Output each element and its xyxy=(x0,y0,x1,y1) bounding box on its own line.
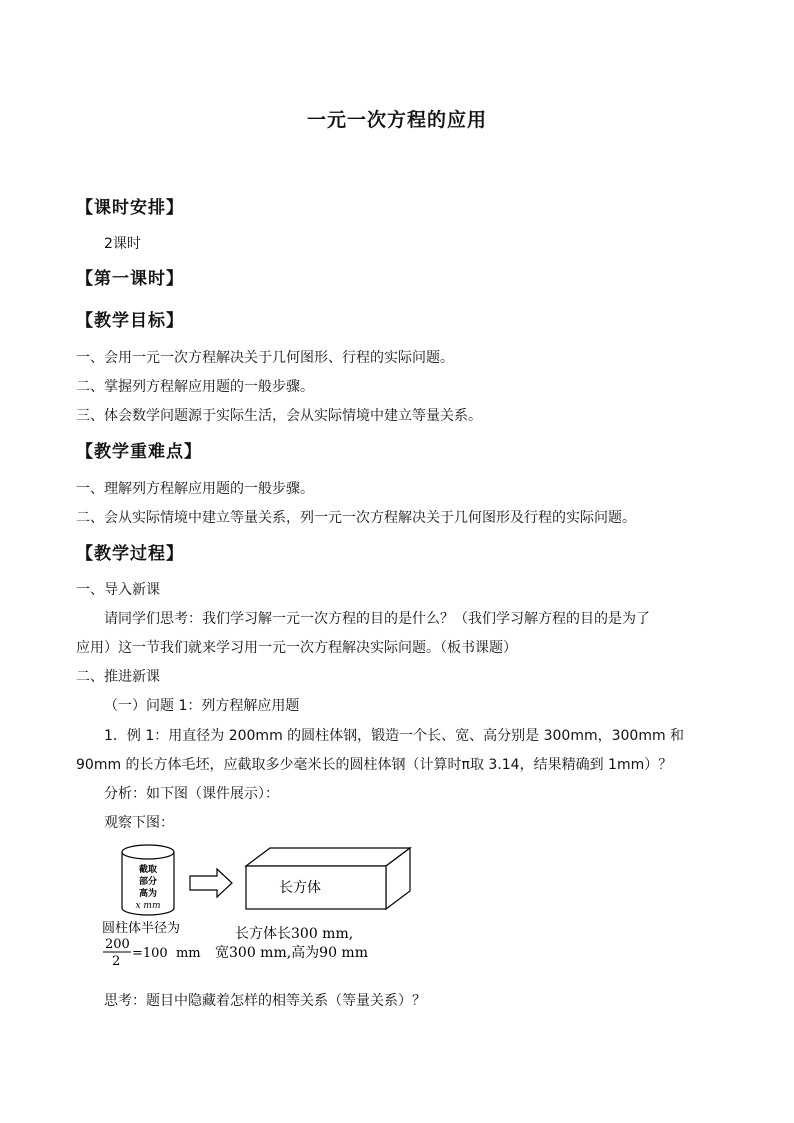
goal-item: 三、体会数学问题源于实际生活，会从实际情境中建立等量关系。 xyxy=(76,408,482,424)
think-question: 思考：题目中隐藏着怎样的相等关系（等量关系）？ xyxy=(104,993,426,1009)
intro-heading: 一、导入新课 xyxy=(76,582,160,598)
cylinder-label: 高为 xyxy=(138,889,158,899)
fraction-numerator: 200 xyxy=(105,937,130,952)
example-line: 90mm 的长方体毛坯，应截取多少毫米长的圆柱体钢（计算时π取 3.14，结果精确到 1mm）？ xyxy=(76,757,673,773)
goal-item: 二、掌握列方程解应用题的一般步骤。 xyxy=(76,379,314,395)
right-arrow-icon xyxy=(190,869,232,897)
box-caption-line: 宽300 mm,高为90 mm xyxy=(215,945,368,961)
cylinder-label: x mm xyxy=(135,901,161,911)
lesson1-heading: 【第一课时】 xyxy=(76,269,184,289)
cylinder-to-box-figure xyxy=(100,840,430,970)
fraction-result: =100 mm xyxy=(132,946,201,961)
box-caption-line: 长方体长300 mm, xyxy=(235,926,354,942)
keypoints-heading: 【教学重难点】 xyxy=(76,442,202,462)
problem-subheading: （一）问题 1：列方程解应用题 xyxy=(104,698,300,714)
goal-item: 一、会用一元一次方程解决关于几何图形、行程的实际问题。 xyxy=(76,350,454,366)
cylinder-label: 部分 xyxy=(138,877,158,887)
schedule-heading: 【课时安排】 xyxy=(76,198,184,218)
fraction-denominator: 2 xyxy=(112,954,121,969)
box-label: 长方体 xyxy=(279,880,321,896)
keypoint-item: 二、会从实际情境中建立等量关系，列一元一次方程解决关于几何图形及行程的实际问题。 xyxy=(76,510,636,526)
observe-text: 观察下图： xyxy=(104,815,174,831)
example-line: 1．例 1：用直径为 200mm 的圆柱体钢，锻造一个长、宽、高分别是 300mm，300mm 和 xyxy=(104,728,685,744)
document-title: 一元一次方程的应用 xyxy=(306,109,487,131)
new-lesson-heading: 二、推进新课 xyxy=(76,669,160,685)
keypoint-item: 一、理解列方程解应用题的一般步骤。 xyxy=(76,481,314,497)
schedule-text: 2课时 xyxy=(104,236,141,252)
analysis-text: 分析：如下图（课件展示）： xyxy=(104,786,279,802)
process-heading: 【教学过程】 xyxy=(76,544,184,564)
cylinder-label: 截取 xyxy=(138,865,158,875)
intro-paragraph-line: 请同学们思考：我们学习解一元一次方程的目的是什么？（我们学习解方程的目的是为了 xyxy=(104,611,650,627)
radius-caption: 圆柱体半径为 xyxy=(102,921,181,936)
intro-paragraph-line: 应用）这一节我们就来学习用一元一次方程解决实际问题。（板书课题） xyxy=(76,640,517,656)
goals-heading: 【教学目标】 xyxy=(76,311,184,331)
box-shape xyxy=(246,848,410,909)
